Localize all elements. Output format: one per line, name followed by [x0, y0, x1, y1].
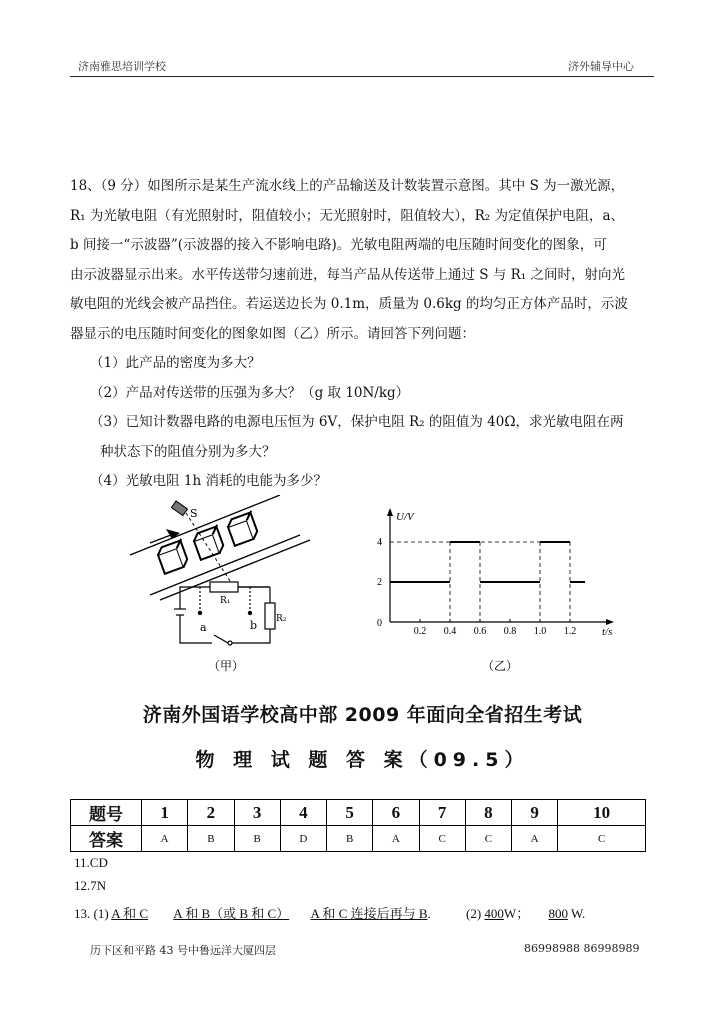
figure-jia	[120, 495, 330, 685]
label-R2: R₂	[276, 614, 287, 624]
table-row-numbers	[71, 800, 646, 826]
footer-address: 历下区和平路 43 号中鲁远洋大厦四层	[90, 944, 276, 957]
table-row-answers	[71, 826, 646, 852]
y-axis-label: U/V	[396, 511, 414, 523]
resistor-R2	[265, 603, 275, 629]
header-left: 济南雅思培训学校	[78, 60, 166, 73]
x-tick-label: 0.6	[473, 626, 487, 637]
product-cube	[192, 526, 225, 559]
question-number: 7	[419, 800, 465, 826]
header-right: 济外辅导中心	[568, 60, 634, 73]
x-tick-label: 0.2	[413, 626, 427, 637]
y-tick-label: 2	[377, 577, 382, 588]
answer-13-prefix: 13. (1)	[74, 906, 112, 921]
question-line: b 间接一“示波器”(示波器的接入不影响电路)。光敏电阻两端的电压随时间变化的图象，可	[70, 237, 607, 253]
answer-13-value1: 400	[484, 906, 504, 921]
label-a: a	[200, 621, 207, 634]
question-number: 10	[558, 800, 646, 826]
caption-yi: （乙）	[481, 659, 519, 673]
label-answer: 答案	[71, 826, 142, 852]
answer-cell: C	[465, 826, 511, 852]
laser-source	[171, 501, 187, 516]
y-tick-label: 4	[377, 537, 382, 548]
answer-cell: A	[142, 826, 188, 852]
answer-13-unit1: W；	[503, 906, 530, 921]
footer-phone: 86998988 86998989	[524, 942, 640, 955]
question-line: 器显示的电压随时间变化的图象如图（乙）所示。请回答下列问题：	[70, 325, 475, 342]
question-number: 5	[327, 800, 373, 826]
product-cube	[156, 540, 189, 573]
question-number: 3	[234, 800, 280, 826]
answer-11: 11.CD	[74, 855, 108, 870]
answer-13-value2: 800	[548, 906, 568, 921]
answer-13-unit2: W.	[567, 906, 586, 921]
sub-question-3: （3）已知计数器电路的电源电压恒为 6V，保护电阻 R₂ 的阻值为 40Ω，求光敏电阻在两	[90, 414, 624, 430]
answer-13-mid: (2)	[466, 906, 485, 921]
question-18	[70, 172, 660, 497]
header-rule	[70, 76, 654, 77]
question-line: 敏电阻的光线会被产品挡住。若运送边长为 0.1m，质量为 0.6kg 的均匀正方体产品时，示波	[70, 296, 628, 312]
answer-cell: B	[234, 826, 280, 852]
label-b: b	[250, 619, 258, 632]
resistor-R1	[210, 582, 238, 592]
question-line: R₁ 为光敏电阻（有光照射时，阻值较小；无光照射时，阻值较大），R₂ 为定值保护电阻，a、	[70, 207, 625, 224]
answer-cell: A	[373, 826, 419, 852]
x-axis-label: t/s	[602, 626, 613, 638]
answer-cell: A	[512, 826, 558, 852]
answer-cell: B	[188, 826, 234, 852]
question-line: 由示波器显示出来。水平传送带匀速前进，每当产品从传送带上通过 S 与 R₁ 之间时，射向光	[70, 266, 625, 283]
sub-question-2: （2）产品对传送带的压强为多大？（g 取 10N/kg）	[90, 384, 410, 401]
circuit	[174, 582, 275, 645]
sub-question-4: （4）光敏电阻 1h 消耗的电能为多少？	[90, 473, 327, 489]
x-axis-arrow	[606, 619, 614, 625]
exam-title: 济南外国语学校高中部 2009 年面向全省招生考试	[142, 704, 583, 726]
y-axis-arrow	[387, 508, 393, 516]
question-line: 18、（9 分）如图所示是某生产流水线上的产品输送及计数装置示意图。其中 S 为一激光源，	[70, 178, 625, 194]
answer-12: 12.7N	[74, 878, 107, 893]
switch	[214, 635, 228, 643]
label-S: S	[190, 507, 198, 520]
answer-13-part2: A 和 B（或 B 和 C）	[173, 906, 290, 921]
answer-table	[70, 799, 646, 852]
answer-title: 物 理 试 题 答 案（09.5）	[195, 749, 530, 771]
x-tick-label: 0.8	[503, 626, 517, 637]
answer-13-part3: A 和 C 连接后再与 B	[310, 906, 428, 921]
answer-cell: C	[558, 826, 646, 852]
origin-label: 0	[377, 618, 382, 629]
answer-cell: D	[280, 826, 326, 852]
sub-question-1: （1）此产品的密度为多大？	[90, 355, 261, 371]
label-question-number: 题号	[71, 800, 142, 826]
x-tick-label: 0.4	[443, 626, 457, 637]
label-R1: R₁	[220, 596, 231, 606]
sub-question-3-cont: 种状态下的阻值分别为多大？	[100, 443, 276, 460]
answer-13: 13. (1) A 和 C A 和 B（或 B 和 C） A 和 C 连接后再与 B. (2) 400W； 800 W.	[74, 906, 586, 921]
x-tick-label: 1.2	[563, 626, 577, 637]
question-number: 6	[373, 800, 419, 826]
question-number: 9	[512, 800, 558, 826]
caption-jia: （甲）	[208, 659, 245, 673]
question-number: 1	[142, 800, 188, 826]
question-number: 8	[465, 800, 511, 826]
answer-13-part1: A 和 C	[111, 906, 149, 921]
question-number: 2	[188, 800, 234, 826]
product-cube	[226, 512, 259, 545]
question-number: 4	[280, 800, 326, 826]
x-tick-label: 1.0	[533, 626, 547, 637]
figure-yi-chart	[360, 500, 620, 680]
answer-cell: C	[419, 826, 465, 852]
answer-cell: B	[327, 826, 373, 852]
